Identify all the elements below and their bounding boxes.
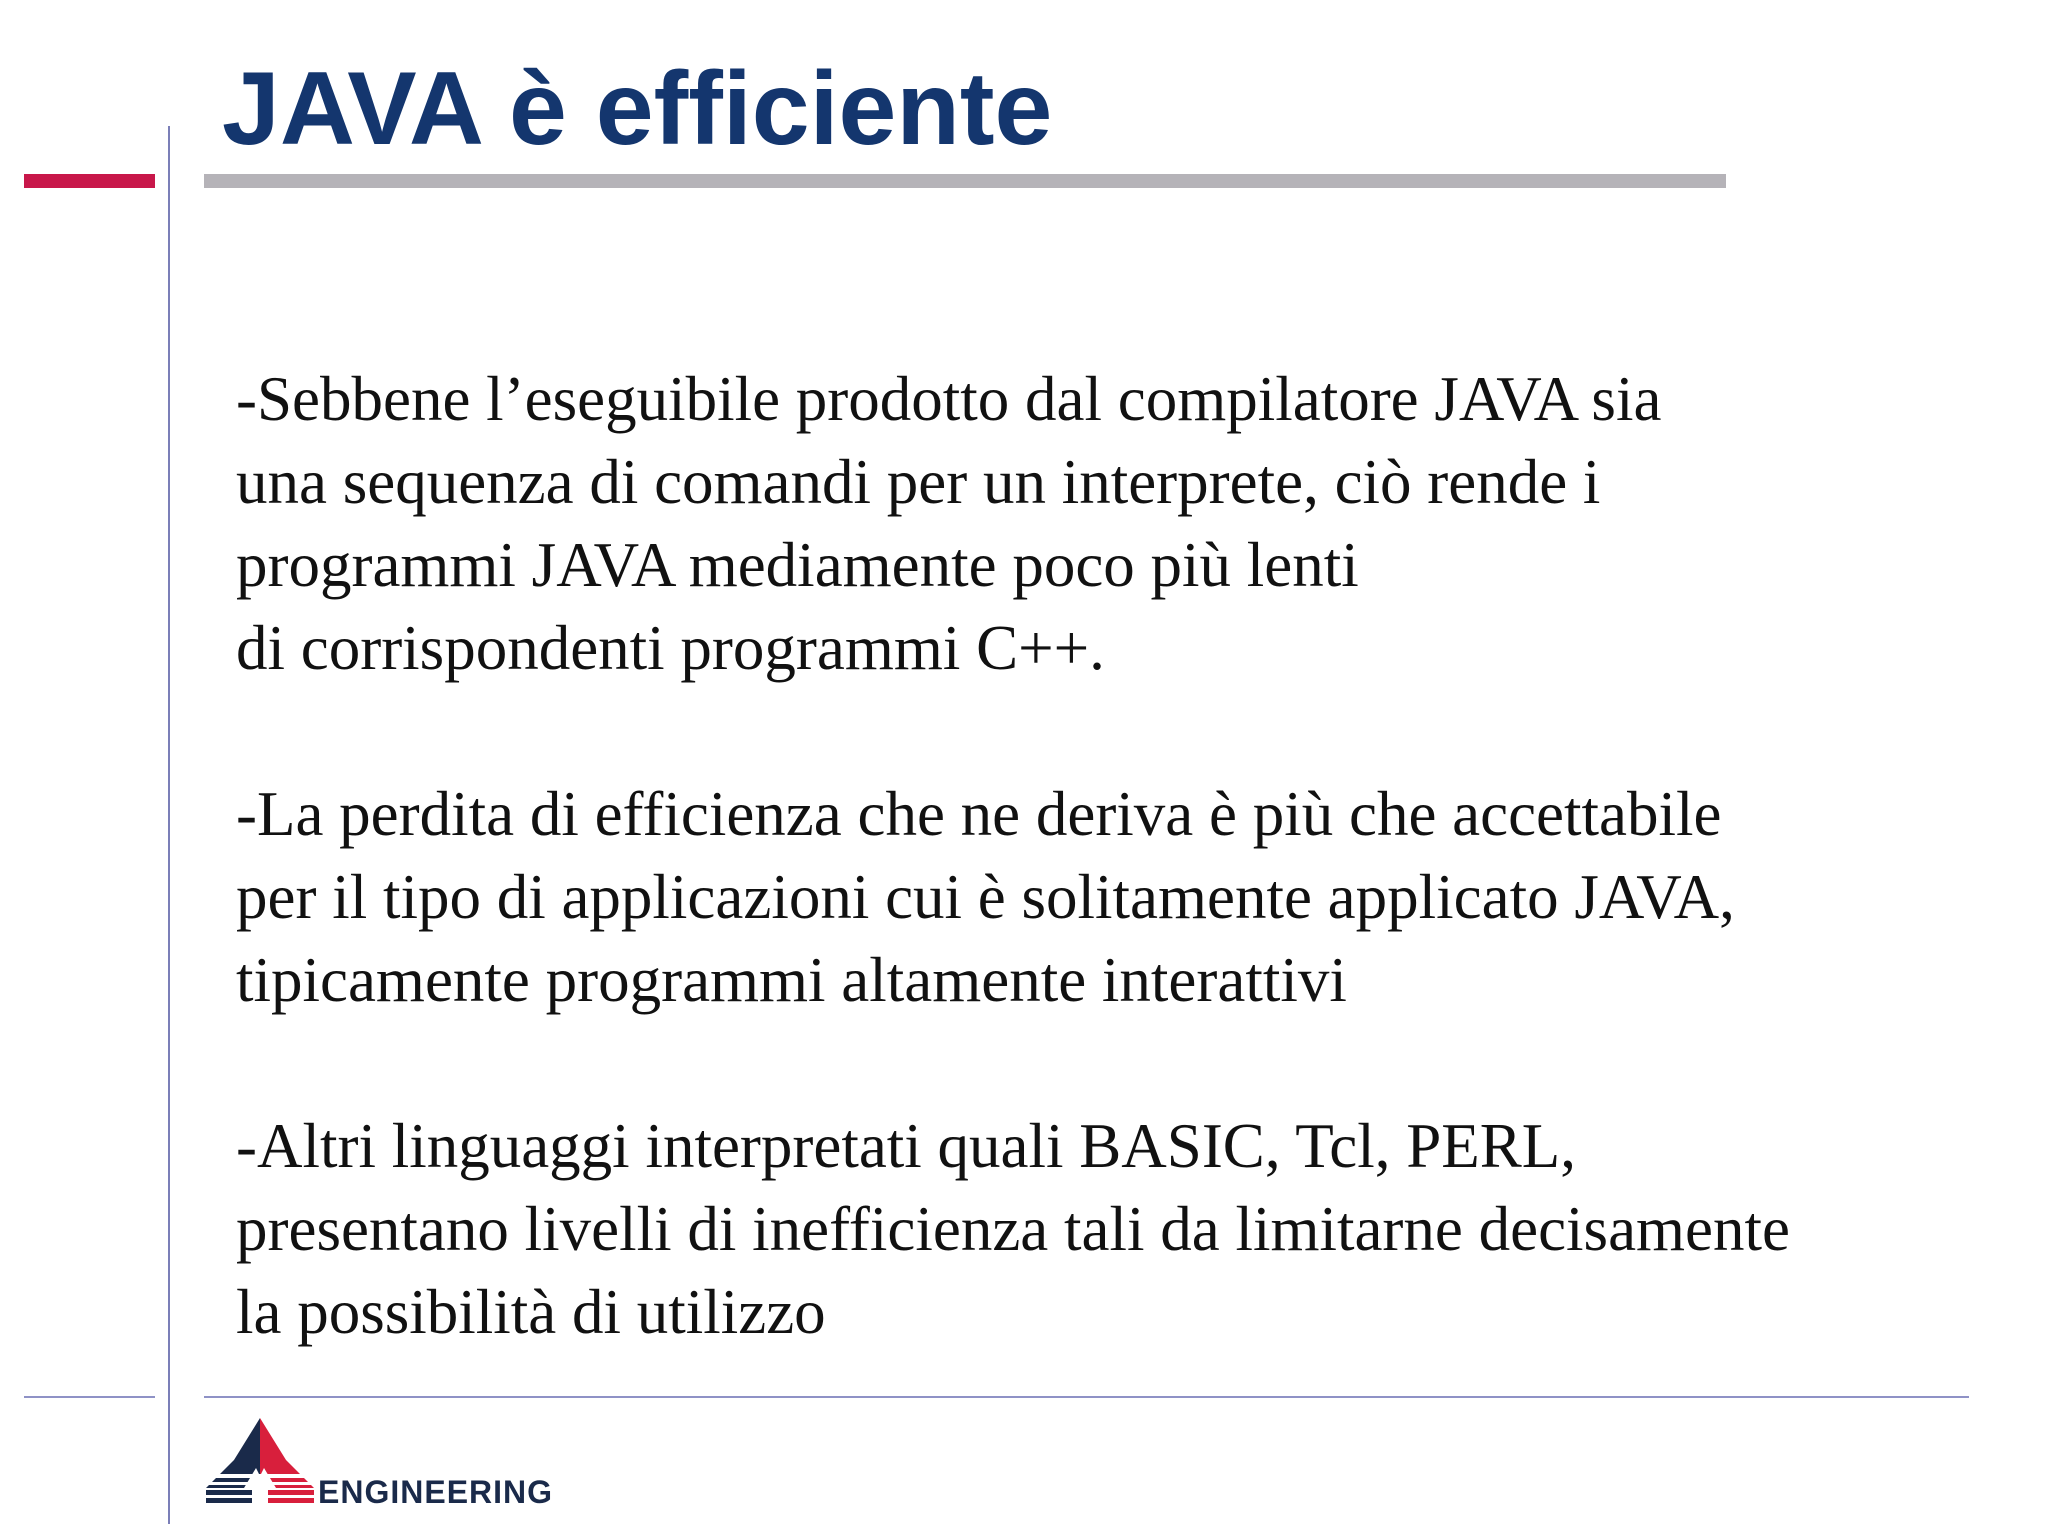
- paragraph-line: una sequenza di comandi per un interprete, ciò rende i: [236, 447, 1601, 517]
- slide-title: JAVA è efficiente: [222, 51, 1053, 167]
- logo-wordmark: ENGINEERING: [318, 1474, 554, 1510]
- paragraph-line: per il tipo di applicazioni cui è solitamente applicato JAVA,: [236, 862, 1735, 932]
- paragraph-line: presentano livelli di inefficienza tali da limitarne decisamente: [236, 1194, 1790, 1264]
- engineering-logo-icon: [204, 1416, 316, 1506]
- paragraph-1: [236, 358, 1996, 690]
- paragraph-3: [236, 1105, 1996, 1354]
- paragraph-line: -Sebbene l’eseguibile prodotto dal compilatore JAVA sia: [236, 364, 1662, 434]
- footer-rule-left: [24, 1396, 155, 1398]
- paragraph-line: -Altri linguaggi interpretati quali BASIC, Tcl, PERL,: [236, 1111, 1577, 1181]
- paragraph-line: la possibilità di utilizzo: [236, 1277, 826, 1347]
- slide-body: [236, 358, 1996, 1437]
- paragraph-2: [236, 773, 1996, 1022]
- paragraph-line: tipicamente programmi altamente interattivi: [236, 945, 1347, 1015]
- title-accent-bar: [24, 174, 155, 188]
- title-underline-bar: [204, 174, 1726, 188]
- paragraph-line: -La perdita di efficienza che ne deriva è più che accettabile: [236, 779, 1722, 849]
- paragraph-line: di corrispondenti programmi C++.: [236, 613, 1105, 683]
- paragraph-line: programmi JAVA mediamente poco più lenti: [236, 530, 1359, 600]
- footer-rule: [204, 1396, 1969, 1398]
- vertical-divider: [168, 126, 170, 1524]
